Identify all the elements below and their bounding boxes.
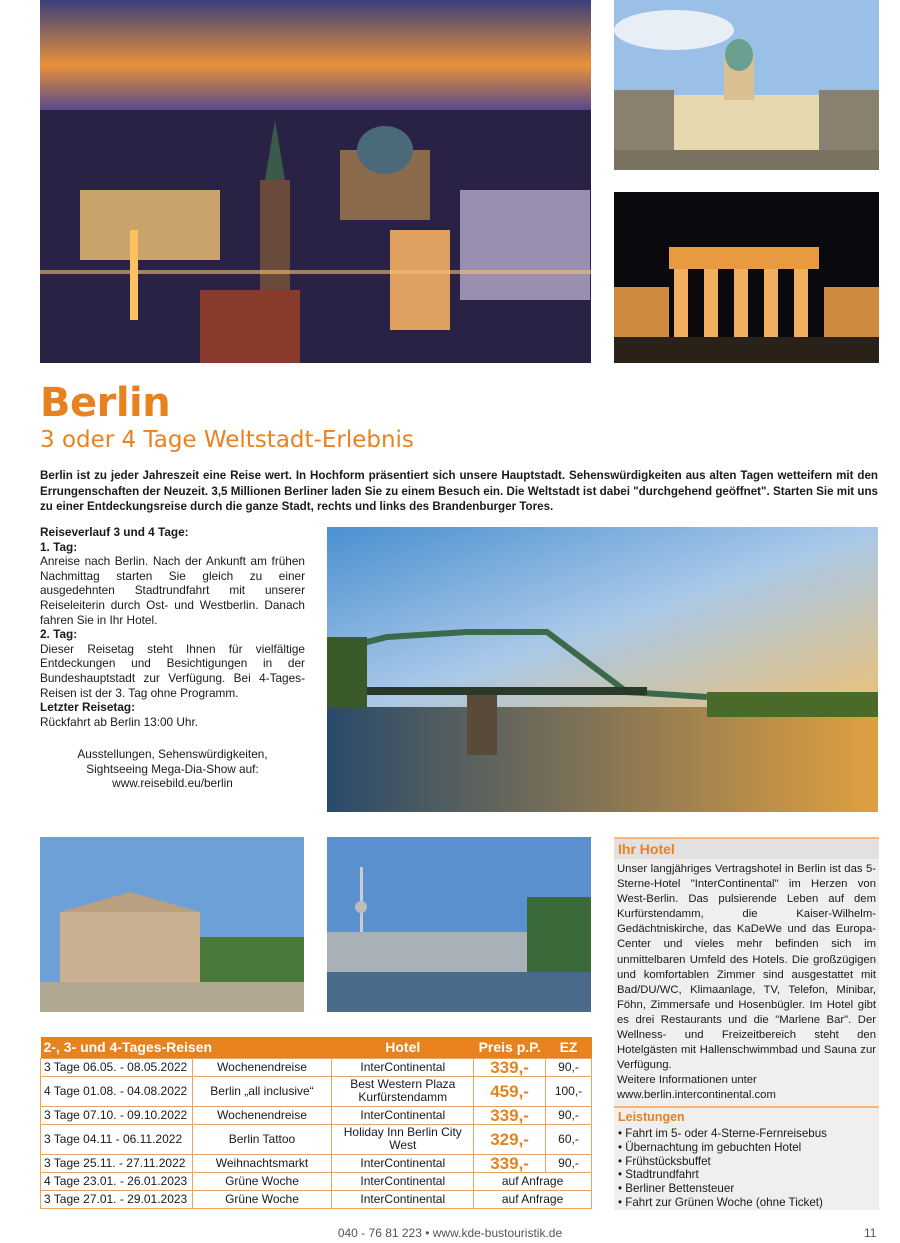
service-item: • Stadtrundfahrt — [618, 1168, 699, 1182]
trip-type: Grüne Woche — [192, 1190, 332, 1208]
trip-date: 4 Tage 01.08. - 04.08.2022 — [41, 1076, 193, 1106]
hotel-url[interactable]: www.berlin.intercontinental.com — [617, 1089, 776, 1102]
media-note-link[interactable]: www.reisebild.eu/berlin — [112, 776, 233, 791]
itinerary-section — [40, 525, 305, 729]
table-row — [41, 1076, 592, 1106]
trip-hotel: Best Western Plaza Kurfürstendamm — [332, 1076, 474, 1106]
table-header-row — [41, 1037, 592, 1058]
trip-hotel: InterContinental — [332, 1106, 474, 1124]
hotel-heading: Ihr Hotel — [614, 837, 879, 859]
spree-tv-tower-photo — [327, 837, 591, 1012]
day1-heading: 1. Tag: — [40, 539, 78, 554]
service-item: • Frühstücksbuffet — [618, 1154, 711, 1168]
trip-type: Berlin „all inclusive“ — [192, 1076, 332, 1106]
trip-price: 339,- — [474, 1106, 546, 1124]
trip-type: Grüne Woche — [192, 1172, 332, 1190]
charlottenburg-palace-photo — [614, 0, 879, 170]
header-price: Preis p.P. — [474, 1037, 546, 1058]
trip-ez: 90,- — [546, 1058, 592, 1076]
service-item: • Berliner Bettensteuer — [618, 1182, 735, 1196]
header-trips: 2-, 3- und 4-Tages-Reisen — [41, 1037, 332, 1058]
table-row — [41, 1172, 592, 1190]
trip-hotel: InterContinental — [332, 1154, 474, 1172]
trip-ez: 90,- — [546, 1106, 592, 1124]
last-day-text: Rückfahrt ab Berlin 13:00 Uhr. — [40, 714, 199, 729]
header-ez: EZ — [546, 1037, 592, 1058]
service-item: • Fahrt im 5- oder 4-Sterne-Fernreisebus — [618, 1127, 827, 1140]
day1-text: Anreise nach Berlin. Nach der Ankunft am frühen Nachmittag starten Sie gleich zu einer ausgedehnten Stadtrundfahrt mit unserer Reiseleiterin durch Ost- und Westberlin. Danach fahren Sie in Ihr Hotel. — [40, 554, 305, 627]
trip-price-request: auf Anfrage — [474, 1172, 592, 1190]
last-day-heading: Letzter Reisetag: — [40, 700, 136, 715]
trip-hotel: Holiday Inn Berlin City West — [332, 1124, 474, 1154]
services-list — [614, 1126, 879, 1211]
header-hotel: Hotel — [332, 1037, 474, 1058]
table-row — [41, 1154, 592, 1172]
hotel-text: Unser langjähriges Vertragshotel in Berlin ist das 5-Sterne-Hotel "InterContinental" im Herzen von West-Berlin. Das pulsierende Leben auf dem Kurfürstendamm, die Kaiser-Wilhelm-Gedächtniskirche, das KaDeWe und das Europa-Center und vieles mehr befinden sich im unmittelbaren Umfeld des Hotels. Die großzügigen und komfortablen Zimmer sind ausgestattet mit Bad/DU/WC, Klimaanlage, TV, Telefon, Minibar, Föhn, Zimmersafe und Hosenbügler. Im Hotel gibt es drei Restaurants und die "Marlene Bar". Der Wellness- und Freizeitbereich steht den Hotelgästen mit Hallenschwimmbad und Sauna zur Verfügung. — [617, 863, 876, 1072]
trip-hotel: InterContinental — [332, 1172, 474, 1190]
trip-date: 3 Tage 04.11 - 06.11.2022 — [41, 1124, 193, 1154]
price-table — [40, 1037, 592, 1209]
trip-date: 3 Tage 06.05. - 08.05.2022 — [41, 1058, 193, 1076]
trip-ez: 100,- — [546, 1076, 592, 1106]
services-heading: Leistungen — [614, 1106, 879, 1126]
itinerary-heading: Reiseverlauf 3 und 4 Tage: — [40, 525, 189, 539]
media-note-line2: Sightseeing Mega-Dia-Show auf: — [86, 761, 259, 776]
glienicke-bridge-photo — [327, 527, 878, 812]
trip-hotel: InterContinental — [332, 1190, 474, 1208]
page-subtitle: 3 oder 4 Tage Weltstadt-Erlebnis — [40, 427, 414, 453]
trip-date: 3 Tage 27.01. - 29.01.2023 — [41, 1190, 193, 1208]
trip-date: 3 Tage 25.11. - 27.11.2022 — [41, 1154, 193, 1172]
trip-ez: 60,- — [546, 1124, 592, 1154]
day2-text: Dieser Reisetag steht Ihnen für vielfältige Entdeckungen und Besichtigungen in der Bundeshauptstadt zur Verfügung. Bei 4-Tages-Reisen ist der 3. Tag ohne Programm. — [40, 641, 305, 700]
intro-paragraph: Berlin ist zu jeder Jahreszeit eine Reise wert. In Hochform präsentiert sich unsere Hauptstadt. Sehenswürdigkeiten aus alten Tagen wetteifern mit den Errungenschaften der Neuzeit. 3,5 Millionen Berliner laden Sie zu einem Besuch ein. Die Weltstadt ist dabei "durchgehend geöffnet". Starten Sie mit uns zu einer Entdeckungsreise durch die ganze Stadt, rechts und links des Brandenburger Tores. — [40, 469, 878, 513]
media-note — [40, 747, 305, 791]
trip-hotel: InterContinental — [332, 1058, 474, 1076]
trip-date: 4 Tage 23.01. - 26.01.2023 — [41, 1172, 193, 1190]
table-row — [41, 1106, 592, 1124]
trip-date: 3 Tage 07.10. - 09.10.2022 — [41, 1106, 193, 1124]
trip-price: 339,- — [474, 1154, 546, 1172]
berlin-night-skyline-photo — [40, 0, 591, 363]
page-number: 11 — [864, 1226, 877, 1240]
hotel-box — [614, 837, 879, 1107]
footer-contact: 040 - 76 81 223 • www.kde-bustouristik.de — [337, 1226, 563, 1240]
trip-type: Berlin Tattoo — [192, 1124, 332, 1154]
service-item: • Fahrt zur Grünen Woche (ohne Ticket) — [618, 1195, 823, 1209]
trip-price-request: auf Anfrage — [474, 1190, 592, 1208]
trip-price: 329,- — [474, 1124, 546, 1154]
trip-ez: 90,- — [546, 1154, 592, 1172]
brandenburg-gate-photo — [614, 192, 879, 363]
trip-type: Weihnachtsmarkt — [192, 1154, 332, 1172]
hotel-more: Weitere Informationen unter — [617, 1074, 757, 1087]
old-national-gallery-photo — [40, 837, 304, 1012]
day2-heading: 2. Tag: — [40, 627, 78, 642]
media-note-line1: Ausstellungen, Sehenswürdigkeiten, — [77, 747, 268, 761]
trip-price: 459,- — [474, 1076, 546, 1106]
trip-type: Wochenendreise — [192, 1058, 332, 1076]
page-title: Berlin — [40, 380, 171, 426]
trip-type: Wochenendreise — [192, 1106, 332, 1124]
table-row — [41, 1058, 592, 1076]
service-item: • Übernachtung im gebuchten Hotel — [618, 1140, 802, 1154]
services-box — [614, 1106, 879, 1210]
table-row — [41, 1124, 592, 1154]
trip-price: 339,- — [474, 1058, 546, 1076]
table-row — [41, 1190, 592, 1208]
